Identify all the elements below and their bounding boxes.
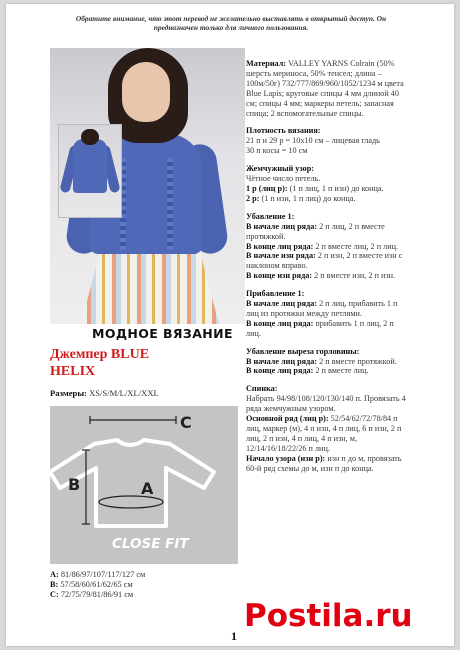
label-a: A bbox=[141, 479, 154, 498]
neck-item-label: В начале лиц ряда: bbox=[246, 356, 318, 366]
decrease-section bbox=[246, 212, 406, 281]
inset-hair bbox=[81, 129, 99, 145]
decrease-item-text: 2 п изн, 2 п вместе изн с наклоном вправо. bbox=[246, 251, 403, 271]
measurement-value: 72/75/79/81/86/91 см bbox=[60, 590, 134, 600]
measurement-row-c bbox=[50, 590, 145, 600]
increase-heading: Прибавление 1: bbox=[246, 289, 305, 299]
seed-row2-text: (1 п изн, 1 п лиц) до конца. bbox=[261, 193, 356, 203]
back-start-text: изн п до м, провязать 60-й ряд схемы до м, изн п до конца. bbox=[246, 453, 402, 473]
page-number: 1 bbox=[231, 629, 237, 643]
disclaimer bbox=[46, 14, 416, 32]
photo-face bbox=[122, 62, 170, 122]
back-heading: Спинка: bbox=[246, 384, 278, 394]
gauge-line-2: 30 п косы = 10 см bbox=[246, 146, 308, 156]
neck-item-label: В конце лиц ряда: bbox=[246, 366, 314, 376]
materials-heading: Материал: bbox=[246, 59, 287, 68]
gauge-heading: Плотность вязания: bbox=[246, 126, 321, 136]
measurement-row-b bbox=[50, 580, 145, 590]
decrease-item-label: В начале изн ряда: bbox=[246, 251, 316, 261]
postila-watermark bbox=[244, 586, 454, 644]
document-page bbox=[6, 4, 454, 646]
back-text: Набрать 94/98/108/120/130/140 п. Провязать 4 ряда жемчужным узором. bbox=[246, 394, 406, 414]
gauge-section bbox=[246, 126, 406, 156]
photo-skirt bbox=[80, 248, 220, 324]
decrease-item-text: 2 п лиц, 2 п вместе протяжкой. bbox=[246, 221, 385, 241]
measurement-row-a bbox=[50, 570, 145, 580]
seed-row2-label: 2 р: bbox=[246, 193, 260, 203]
label-c: C bbox=[180, 413, 192, 432]
back-view-inset-photo bbox=[58, 124, 122, 218]
sizes-value: XS/S/M/L/XL/XXL bbox=[89, 388, 159, 398]
measurements-list bbox=[50, 570, 145, 601]
increase-item-text: прибавить 1 п лиц, 2 п лиц. bbox=[246, 318, 394, 338]
seed-heading: Жемчужный узор: bbox=[246, 164, 315, 174]
neck-decrease-section bbox=[246, 347, 406, 377]
measurement-value: 81/86/97/107/117/127 см bbox=[60, 570, 146, 579]
close-fit-label: CLOSE FIT bbox=[112, 536, 189, 552]
inset-sweater bbox=[73, 139, 107, 193]
back-section bbox=[246, 384, 406, 473]
increase-item-text: 2 п лиц, прибавить 1 п лиц из протяжки между петлями. bbox=[246, 299, 398, 318]
back-main-label: Основной ряд (лиц р): bbox=[246, 414, 329, 424]
photo-cable-right bbox=[167, 158, 173, 250]
measurement-key: B: bbox=[50, 580, 59, 590]
decrease-item-text: 2 п вместе изн, 2 п изн. bbox=[314, 271, 396, 281]
sizes-line bbox=[50, 388, 159, 398]
pattern-title-line-2: HELIX bbox=[50, 364, 96, 379]
materials-section bbox=[246, 59, 406, 118]
materials-text: VALLEY YARNS Colrain (50% шерсть мериноса, 50% тенсел; длина – 100м/50г) 732/777/869/960/1052/1234 м цвета Blue Lapis; круговые спицы 4 мм длиной 40 см; спицы 4 мм; маркеры петель; запасная спица; 2 вспомогательные спицы. bbox=[246, 59, 404, 118]
neck-item-text: 2 п вместе протяжкой. bbox=[319, 356, 397, 366]
seed-stitch-section bbox=[246, 164, 406, 204]
magazine-logo: МОДНОЕ ВЯЗАНИЕ bbox=[92, 326, 233, 341]
sizes-label: Размеры: bbox=[50, 388, 87, 398]
instructions-column bbox=[246, 59, 406, 482]
increase-item-label: В начале лиц ряда: bbox=[246, 299, 318, 309]
disclaimer-line-1: Обратите внимание, что этот перевод не желательно выставлять в открытый доступ. Он bbox=[75, 14, 387, 23]
decrease-item-label: В конце лиц ряда: bbox=[246, 241, 314, 251]
increase-item-label: В конце лиц ряда: bbox=[246, 318, 314, 328]
watermark-text: Postila.ru bbox=[244, 598, 413, 634]
label-b: B bbox=[68, 475, 81, 494]
decrease-item-text: 2 п вместе лиц, 2 п лиц. bbox=[315, 241, 399, 251]
model-photo bbox=[50, 48, 245, 324]
seed-row1-label: 1 р (лиц р): bbox=[246, 183, 288, 193]
back-main-text: 52/54/62/72/78/84 п лиц, маркер (м), 4 п изн, 4 п лиц, 6 п изн, 2 п лиц, 2 п изн, 4 п лиц, 4 п изн, м, 12/14/16/18/22/26 п лиц. bbox=[246, 414, 402, 453]
seed-line-0: Чётное число петель. bbox=[246, 174, 321, 184]
decrease-item-label: В конце изн ряда: bbox=[246, 271, 313, 281]
measurement-key: A: bbox=[50, 570, 59, 579]
gauge-line-1: 21 п и 29 р = 10х10 см – лицевая гладь bbox=[246, 136, 380, 146]
measurement-value: 57/58/60/61/62/65 см bbox=[60, 580, 133, 590]
back-start-label: Начало узора (изн р): bbox=[246, 453, 326, 463]
disclaimer-line-2: предназначен только для личного пользования. bbox=[153, 23, 309, 32]
neck-decrease-heading: Убавление выреза горловины: bbox=[246, 346, 360, 356]
increase-section bbox=[246, 289, 406, 339]
seed-row1-text: (1 п лиц, 1 п изн) до конца. bbox=[289, 183, 384, 193]
decrease-item-label: В начале лиц ряда: bbox=[246, 221, 318, 231]
pattern-title-line-1: Джемпер BLUE bbox=[50, 347, 150, 362]
decrease-heading: Убавление 1: bbox=[246, 211, 295, 221]
neck-item-text: 2 п вместе лиц. bbox=[315, 366, 369, 376]
schematic-diagram bbox=[50, 406, 238, 564]
measurement-key: C: bbox=[50, 590, 59, 600]
